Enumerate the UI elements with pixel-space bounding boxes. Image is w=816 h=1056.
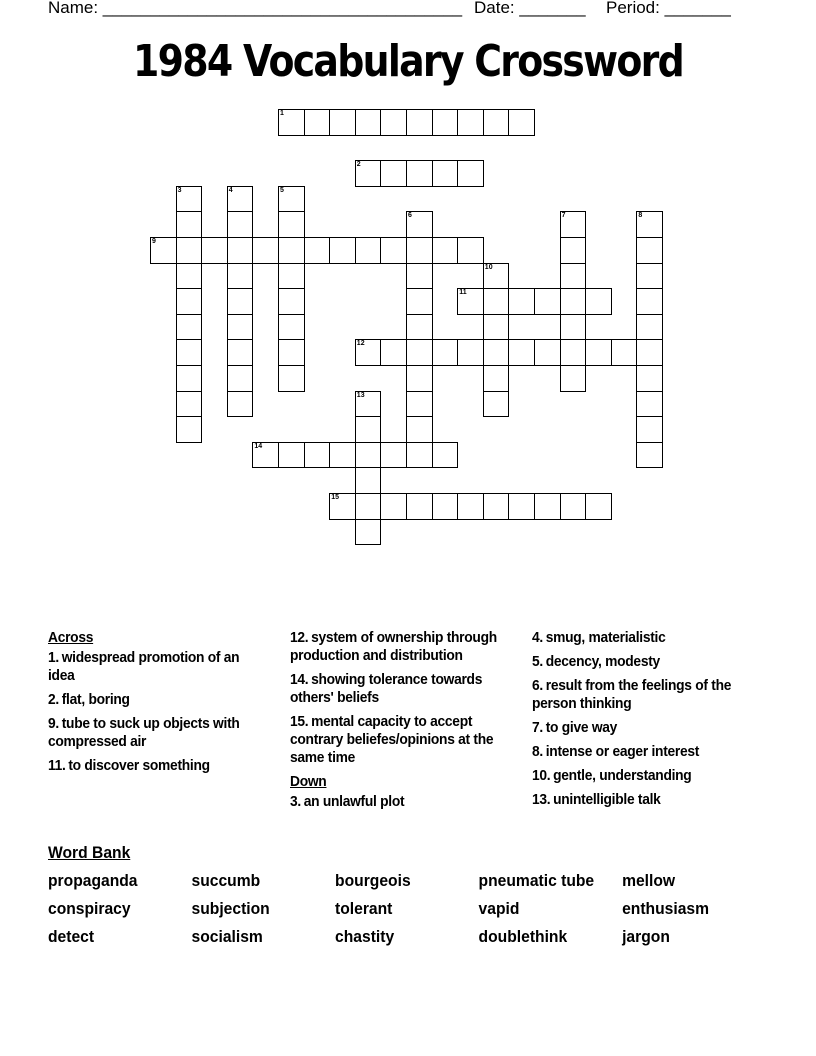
cell-number: 7	[561, 212, 566, 220]
clue-text: an unlawful plot	[303, 793, 405, 810]
crossword-cell[interactable]	[483, 288, 510, 315]
clue-text: flat, boring	[61, 691, 130, 708]
clue-text: gentle, understanding	[553, 767, 692, 784]
clue-number: 14.	[290, 671, 309, 688]
cell-number: 11	[459, 289, 467, 297]
word-bank-item: tolerant	[335, 899, 393, 918]
crossword-cell[interactable]	[406, 416, 433, 443]
across-clue	[48, 757, 260, 775]
crossword-cell[interactable]	[508, 493, 535, 520]
cell-number: 9	[152, 238, 156, 245]
crossword-cell[interactable]	[406, 109, 433, 136]
across-heading: Across	[48, 629, 94, 646]
clue-number: 11.	[48, 757, 66, 774]
crossword-cell[interactable]	[560, 211, 587, 238]
crossword-cell[interactable]	[457, 109, 484, 136]
crossword-cell[interactable]	[278, 263, 305, 290]
crossword-cell[interactable]	[201, 237, 228, 264]
crossword-cell[interactable]	[636, 442, 663, 469]
clue-column-2	[290, 629, 502, 817]
crossword-cell[interactable]	[636, 211, 663, 238]
crossword-cell[interactable]	[636, 314, 663, 341]
clue-text: result from the feelings of the person thinking	[532, 677, 732, 712]
word-bank-heading: Word Bank	[48, 843, 131, 862]
crossword-cell[interactable]	[176, 339, 203, 366]
crossword-cell[interactable]	[176, 237, 203, 264]
crossword-cell[interactable]	[406, 391, 433, 418]
crossword-cell[interactable]	[406, 288, 433, 315]
word-bank-item: doublethink	[478, 927, 568, 946]
word-bank-item: vapid	[478, 899, 520, 918]
cell-number: 12	[356, 340, 365, 348]
clue-number: 5.	[532, 653, 543, 670]
clue-text: decency, modesty	[545, 653, 660, 670]
crossword-cell[interactable]	[636, 263, 663, 290]
crossword-cell[interactable]	[329, 109, 356, 136]
clue-text: intense or eager interest	[545, 743, 700, 760]
crossword-cell[interactable]	[355, 391, 382, 418]
crossword-cell[interactable]	[636, 237, 663, 264]
down-clue	[532, 791, 744, 809]
crossword-cell[interactable]	[329, 493, 356, 520]
crossword-cell[interactable]	[585, 339, 612, 366]
crossword-cell[interactable]	[380, 493, 407, 520]
clue-number: 13.	[532, 791, 551, 808]
word-bank-item: pneumatic tube	[478, 871, 595, 890]
clue-text: smug, materialistic	[545, 629, 666, 646]
crossword-cell[interactable]	[636, 365, 663, 392]
crossword-cell[interactable]	[560, 339, 587, 366]
crossword-cell[interactable]	[176, 263, 203, 290]
crossword-cell[interactable]	[176, 314, 203, 341]
clue-number: 4.	[532, 629, 543, 646]
crossword-cell[interactable]	[457, 237, 484, 264]
crossword-cell[interactable]	[355, 237, 382, 264]
clue-text: widespread promotion of an idea	[48, 649, 240, 684]
across-clue	[48, 715, 260, 751]
clue-text: to give way	[545, 719, 618, 736]
clue-text: mental capacity to accept contrary beliefes/opinions at the same time	[290, 713, 494, 766]
crossword-cell[interactable]	[304, 442, 331, 469]
across-clue	[290, 671, 502, 707]
clue-number: 2.	[48, 691, 59, 708]
clue-number: 15.	[290, 713, 309, 730]
crossword-cell[interactable]	[278, 211, 305, 238]
word-bank-item: bourgeois	[335, 871, 411, 890]
crossword-cell[interactable]	[304, 237, 331, 264]
crossword-cell[interactable]	[278, 339, 305, 366]
crossword-cell[interactable]	[380, 160, 407, 187]
crossword-cell[interactable]	[560, 288, 587, 315]
clue-number: 10.	[532, 767, 551, 784]
word-bank-item: succumb	[191, 871, 261, 890]
clue-number: 12.	[290, 629, 309, 646]
crossword-cell[interactable]	[227, 365, 254, 392]
crossword-cell[interactable]	[227, 211, 254, 238]
crossword-cell[interactable]	[483, 391, 510, 418]
crossword-cell[interactable]	[355, 160, 382, 187]
across-clue	[290, 629, 502, 665]
crossword-cell[interactable]	[483, 314, 510, 341]
crossword-cell[interactable]	[278, 237, 305, 264]
down-heading: Down	[290, 773, 327, 790]
word-bank	[48, 843, 710, 947]
crossword-cell[interactable]	[278, 288, 305, 315]
crossword-cell[interactable]	[355, 416, 382, 443]
crossword-cell[interactable]	[380, 109, 407, 136]
crossword-cell[interactable]	[406, 263, 433, 290]
cell-number: 10	[484, 263, 493, 271]
crossword-cell[interactable]	[560, 493, 587, 520]
down-clue	[290, 793, 502, 811]
down-clue	[532, 743, 744, 761]
clue-number: 7.	[532, 719, 543, 736]
crossword-cell[interactable]	[406, 493, 433, 520]
crossword-cell[interactable]	[227, 391, 254, 418]
crossword-cell[interactable]	[636, 416, 663, 443]
crossword-cell[interactable]	[636, 288, 663, 315]
crossword-cell[interactable]	[355, 442, 382, 469]
crossword-cell[interactable]	[406, 160, 433, 187]
clue-text: to discover something	[68, 757, 210, 774]
crossword-cell[interactable]	[329, 237, 356, 264]
crossword-cell[interactable]	[176, 211, 203, 238]
cell-number: 13	[356, 391, 365, 399]
crossword-cell[interactable]	[432, 237, 459, 264]
clue-text: tube to suck up objects with compressed air	[48, 715, 240, 750]
crossword-cell[interactable]	[227, 263, 254, 290]
crossword-cell[interactable]	[278, 314, 305, 341]
crossword-cell[interactable]	[227, 339, 254, 366]
crossword-cell[interactable]	[457, 288, 484, 315]
crossword-cell[interactable]	[560, 237, 587, 264]
crossword-cell[interactable]	[355, 493, 382, 520]
crossword-cell[interactable]	[432, 160, 459, 187]
word-bank-item: enthusiasm	[622, 899, 710, 918]
crossword-cell[interactable]	[355, 467, 382, 494]
cell-number: 3	[177, 186, 182, 194]
word-bank-item: detect	[48, 927, 95, 946]
clue-number: 3.	[290, 793, 301, 810]
crossword-cell[interactable]	[483, 263, 510, 290]
crossword-cell[interactable]	[176, 416, 203, 443]
crossword-cell[interactable]	[432, 339, 459, 366]
crossword-cell[interactable]	[585, 493, 612, 520]
crossword-cell[interactable]	[636, 391, 663, 418]
crossword-cell[interactable]	[585, 288, 612, 315]
crossword-cell[interactable]	[329, 442, 356, 469]
crossword-cell[interactable]	[406, 314, 433, 341]
crossword-cell[interactable]	[560, 314, 587, 341]
word-bank-item: conspiracy	[48, 899, 131, 918]
word-bank-item: chastity	[335, 927, 395, 946]
word-bank-item: jargon	[622, 927, 670, 946]
cell-number: 1	[280, 110, 284, 117]
crossword-cell[interactable]	[636, 339, 663, 366]
word-bank-item: mellow	[622, 871, 676, 890]
cell-number: 4	[228, 186, 233, 194]
crossword-cell[interactable]	[406, 339, 433, 366]
crossword-cell[interactable]	[278, 186, 305, 213]
page-title: 1984 Vocabulary Crossword	[133, 36, 683, 87]
clue-number: 6.	[532, 677, 543, 694]
crossword-cell[interactable]	[560, 263, 587, 290]
crossword-cell[interactable]	[406, 365, 433, 392]
down-clue	[532, 719, 744, 737]
crossword-cell[interactable]	[406, 237, 433, 264]
crossword-cell[interactable]	[457, 493, 484, 520]
crossword-cell[interactable]	[508, 288, 535, 315]
crossword-cell[interactable]	[150, 237, 177, 264]
cell-number: 14	[254, 442, 263, 450]
crossword-cell[interactable]	[278, 442, 305, 469]
crossword-cell[interactable]	[560, 365, 587, 392]
crossword-cell[interactable]	[483, 109, 510, 136]
cell-number: 15	[331, 494, 339, 501]
crossword-cell[interactable]	[380, 339, 407, 366]
word-bank-item: subjection	[191, 899, 270, 918]
crossword-cell[interactable]	[278, 365, 305, 392]
crossword-cell[interactable]	[534, 339, 561, 366]
crossword-cell[interactable]	[252, 237, 279, 264]
crossword-cell[interactable]	[406, 442, 433, 469]
word-bank-item: socialism	[191, 927, 263, 946]
clue-column-3	[532, 629, 744, 815]
across-clue	[48, 691, 260, 709]
crossword-cell[interactable]	[611, 339, 638, 366]
down-clue	[532, 677, 744, 713]
clue-number: 8.	[532, 743, 543, 760]
crossword-cell[interactable]	[432, 109, 459, 136]
across-clue	[48, 649, 260, 685]
clue-text: unintelligible talk	[553, 791, 661, 808]
crossword-cell[interactable]	[380, 442, 407, 469]
crossword-cell[interactable]	[227, 314, 254, 341]
crossword-cell[interactable]	[304, 109, 331, 136]
clue-number: 1.	[48, 649, 59, 666]
crossword-cell[interactable]	[406, 211, 433, 238]
crossword-cell[interactable]	[176, 288, 203, 315]
crossword-cell[interactable]	[483, 365, 510, 392]
crossword-cell[interactable]	[355, 339, 382, 366]
crossword-cell[interactable]	[380, 237, 407, 264]
clue-text: system of ownership through production and distribution	[290, 629, 497, 664]
crossword-cell[interactable]	[227, 288, 254, 315]
crossword-cell[interactable]	[483, 493, 510, 520]
crossword-cell[interactable]	[457, 339, 484, 366]
crossword-cell[interactable]	[457, 160, 484, 187]
clue-number: 9.	[48, 715, 59, 732]
crossword-cell[interactable]	[176, 391, 203, 418]
crossword-cell[interactable]	[508, 109, 535, 136]
across-clue	[290, 713, 502, 767]
down-clue	[532, 767, 744, 785]
crossword-cell[interactable]	[432, 493, 459, 520]
down-clue	[532, 629, 744, 647]
crossword-cell[interactable]	[227, 186, 254, 213]
cell-number: 2	[356, 161, 361, 169]
crossword-cell[interactable]	[483, 339, 510, 366]
clue-column-1	[48, 629, 260, 781]
crossword-cell[interactable]	[278, 109, 305, 136]
clue-text: showing tolerance towards others' beliefs	[290, 671, 483, 706]
crossword-cell[interactable]	[355, 109, 382, 136]
date-field[interactable]: Date: _______	[474, 0, 586, 17]
crossword-cell[interactable]	[432, 442, 459, 469]
crossword-cell[interactable]	[534, 288, 561, 315]
crossword-cell[interactable]	[252, 442, 279, 469]
down-clue	[532, 653, 744, 671]
crossword-cell[interactable]	[227, 237, 254, 264]
crossword-cell[interactable]	[176, 365, 203, 392]
name-field[interactable]: Name: ______________________________________	[48, 0, 463, 17]
word-bank-item: propaganda	[48, 871, 138, 890]
crossword-cell[interactable]	[508, 339, 535, 366]
cell-number: 5	[280, 186, 284, 194]
cell-number: 8	[638, 212, 643, 220]
crossword-cell[interactable]	[176, 186, 203, 213]
crossword-cell[interactable]	[534, 493, 561, 520]
crossword-cell[interactable]	[355, 519, 382, 546]
cell-number: 6	[408, 212, 412, 220]
period-field[interactable]: Period: _______	[606, 0, 731, 17]
